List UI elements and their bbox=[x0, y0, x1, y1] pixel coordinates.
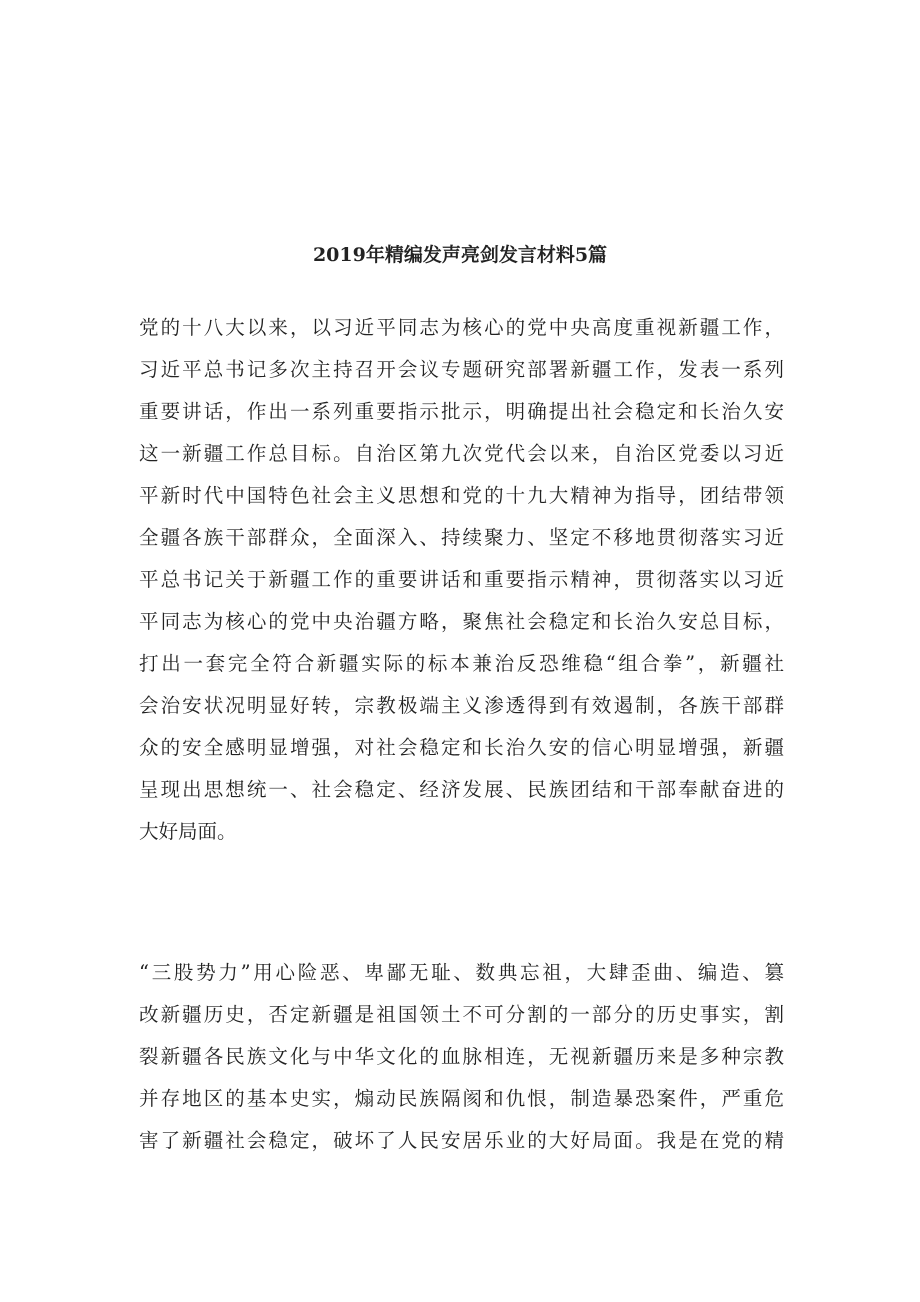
text-line: 平同志为核心的党中央治疆方略，聚焦社会稳定和长治久安总目标， bbox=[139, 610, 784, 633]
text-line: 众的安全感明显增强，对社会稳定和长治久安的信心明显增强，新疆 bbox=[139, 736, 784, 759]
text-line: “三股势力”用心险恶、卑鄙无耻、数典忘祖，大肆歪曲、编造、篡 bbox=[139, 961, 784, 984]
text-line: 并存地区的基本史实，煽动民族隔阂和仇恨，制造暴恐案件，严重危 bbox=[139, 1087, 784, 1110]
text-line: 裂新疆各民族文化与中华文化的血脉相连，无视新疆历来是多种宗教 bbox=[139, 1045, 784, 1068]
text-line: 重要讲话，作出一系列重要指示批示，明确提出社会稳定和长治久安 bbox=[139, 400, 784, 423]
paragraph-2 bbox=[139, 952, 784, 1162]
text-line: 平新时代中国特色社会主义思想和党的十九大精神为指导，团结带领 bbox=[139, 484, 784, 507]
text-line: 改新疆历史，否定新疆是祖国领土不可分割的一部分的历史事实，割 bbox=[139, 1003, 784, 1026]
paragraph-1 bbox=[139, 307, 784, 853]
text-line: 会治安状况明显好转，宗教极端主义渗透得到有效遏制，各族干部群 bbox=[139, 694, 784, 717]
document-title: 2019年精编发声亮剑发言材料5篇 bbox=[312, 244, 608, 266]
text-line: 害了新疆社会稳定，破坏了人民安居乐业的大好局面。我是在党的精 bbox=[139, 1129, 784, 1152]
text-line: 习近平总书记多次主持召开会议专题研究部署新疆工作，发表一系列 bbox=[139, 358, 784, 381]
text-line: 党的十八大以来，以习近平同志为核心的党中央高度重视新疆工作， bbox=[139, 316, 784, 339]
text-line: 这一新疆工作总目标。自治区第九次党代会以来，自治区党委以习近 bbox=[139, 442, 784, 465]
text-line: 打出一套完全符合新疆实际的标本兼治反恐维稳“组合拳”，新疆社 bbox=[139, 652, 784, 675]
text-line: 全疆各族干部群众，全面深入、持续聚力、坚定不移地贯彻落实习近 bbox=[139, 526, 784, 549]
text-line: 平总书记关于新疆工作的重要讲话和重要指示精神，贯彻落实以习近 bbox=[139, 568, 784, 591]
text-line: 大好局面。 bbox=[139, 820, 237, 843]
text-line: 呈现出思想统一、社会稳定、经济发展、民族团结和干部奉献奋进的 bbox=[139, 778, 784, 801]
